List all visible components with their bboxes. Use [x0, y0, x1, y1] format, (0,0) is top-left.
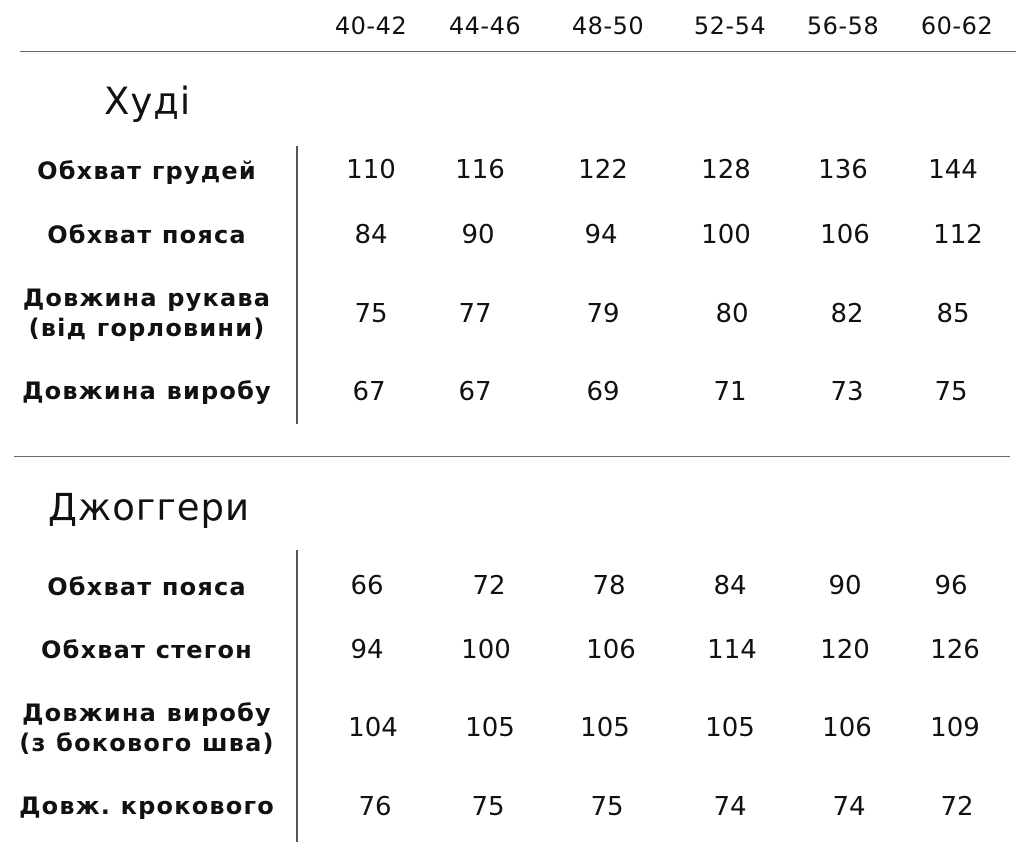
section-title: Худі — [104, 80, 192, 123]
row-label — [12, 698, 282, 758]
section-divider — [14, 456, 1010, 457]
value-cell: 69 — [586, 377, 620, 407]
value-cell: 77 — [458, 299, 492, 329]
value-cell: 66 — [350, 571, 384, 601]
value-cell: 84 — [713, 571, 747, 601]
value-cell: 136 — [818, 155, 868, 185]
value-cell: 71 — [713, 377, 747, 407]
value-cell: 106 — [822, 713, 872, 743]
header-divider — [20, 51, 1016, 52]
size-header-1: 44-46 — [448, 12, 522, 40]
label-column-divider — [296, 146, 298, 424]
value-cell: 79 — [586, 299, 620, 329]
value-cell: 73 — [830, 377, 864, 407]
row-label: Обхват стегон — [41, 636, 253, 664]
value-cell: 75 — [471, 792, 505, 822]
value-cell: 105 — [465, 713, 515, 743]
row-label: Довж. крокового — [19, 792, 275, 820]
size-header-3: 52-54 — [693, 12, 767, 40]
value-cell: 75 — [354, 299, 388, 329]
value-cell: 67 — [352, 377, 386, 407]
value-cell: 90 — [461, 220, 495, 250]
value-cell: 106 — [820, 220, 870, 250]
value-cell: 82 — [830, 299, 864, 329]
value-cell: 67 — [458, 377, 492, 407]
row-label: Обхват грудей — [37, 157, 257, 185]
value-cell: 80 — [715, 299, 749, 329]
value-cell: 100 — [701, 220, 751, 250]
size-header-5: 60-62 — [920, 12, 994, 40]
value-cell: 94 — [584, 220, 618, 250]
row-label: Обхват пояса — [47, 573, 247, 601]
row-label-line: Довжина виробу — [22, 699, 272, 727]
value-cell: 96 — [934, 571, 968, 601]
value-cell: 144 — [928, 155, 978, 185]
value-cell: 75 — [934, 377, 968, 407]
value-cell: 84 — [354, 220, 388, 250]
row-label: Довжина виробу — [22, 377, 272, 405]
row-label — [12, 283, 282, 343]
value-cell: 72 — [472, 571, 506, 601]
value-cell: 72 — [940, 792, 974, 822]
value-cell: 75 — [590, 792, 624, 822]
value-cell: 112 — [933, 220, 983, 250]
value-cell: 94 — [350, 635, 384, 665]
value-cell: 128 — [701, 155, 751, 185]
label-column-divider — [296, 550, 298, 842]
value-cell: 100 — [461, 635, 511, 665]
value-cell: 104 — [348, 713, 398, 743]
value-cell: 116 — [455, 155, 505, 185]
size-header-2: 48-50 — [571, 12, 645, 40]
value-cell: 74 — [832, 792, 866, 822]
value-cell: 90 — [828, 571, 862, 601]
value-cell: 109 — [930, 713, 980, 743]
row-label: Обхват пояса — [47, 221, 247, 249]
value-cell: 105 — [705, 713, 755, 743]
value-cell: 105 — [580, 713, 630, 743]
value-cell: 106 — [586, 635, 636, 665]
value-cell: 120 — [820, 635, 870, 665]
size-header-4: 56-58 — [806, 12, 880, 40]
row-label-line: (з бокового шва) — [19, 729, 275, 757]
row-label-line: (від горловини) — [28, 314, 266, 342]
row-label-line: Довжина рукава — [22, 284, 272, 312]
value-cell: 122 — [578, 155, 628, 185]
value-cell: 126 — [930, 635, 980, 665]
value-cell: 85 — [936, 299, 970, 329]
size-header-0: 40-42 — [334, 12, 408, 40]
value-cell: 76 — [358, 792, 392, 822]
value-cell: 110 — [346, 155, 396, 185]
value-cell: 114 — [707, 635, 757, 665]
value-cell: 78 — [592, 571, 626, 601]
section-title: Джоггери — [48, 486, 251, 529]
value-cell: 74 — [713, 792, 747, 822]
